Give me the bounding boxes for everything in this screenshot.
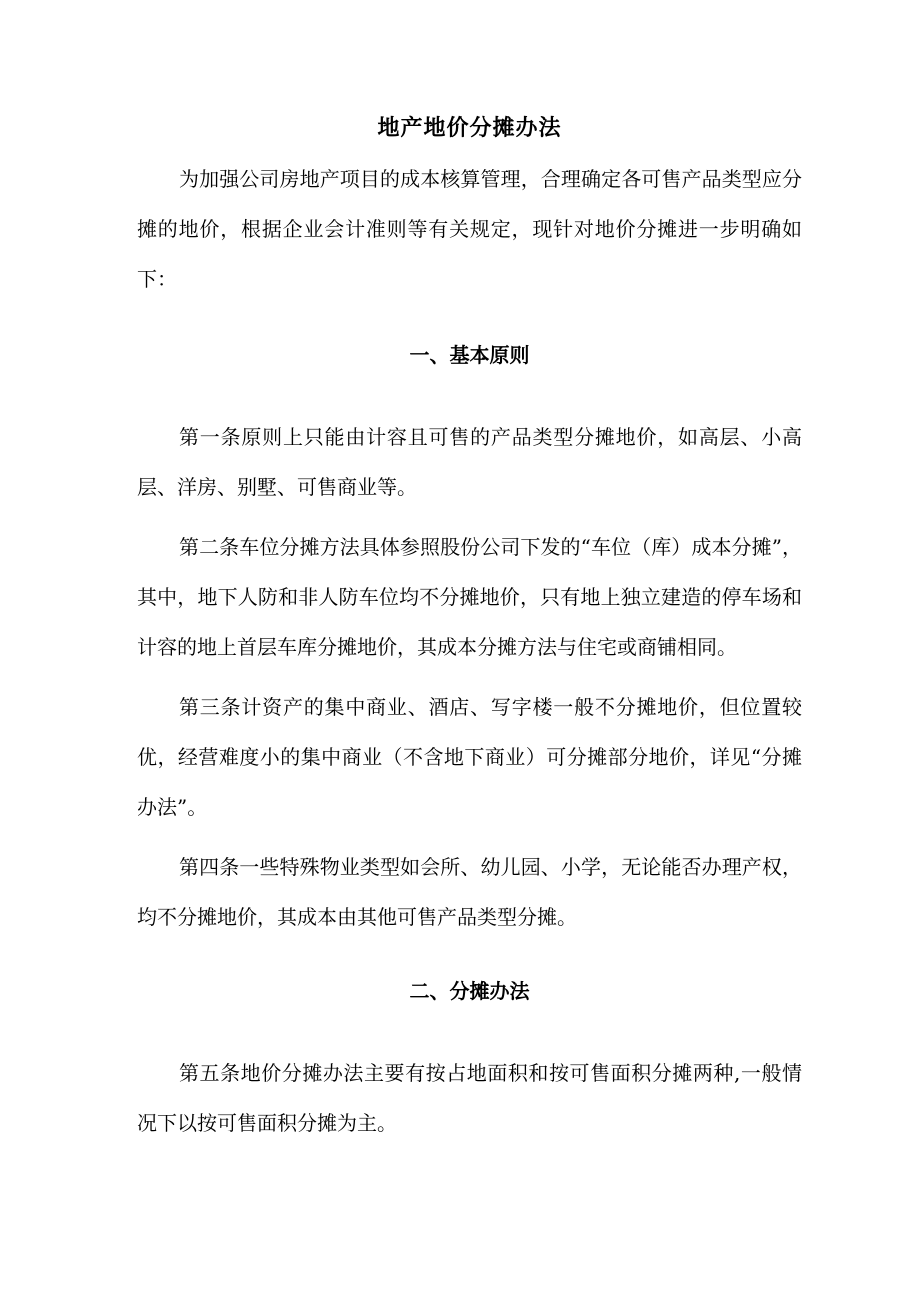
section-heading-allocation-method: 二、分摊办法 (409, 979, 530, 1003)
article-2: 第二条车位分摊方法具体参照股份公司下发的“车位（库）成本分摊”，其中，地下人防和非人防车位均不分摊地价，只有地上独立建造的停车场和计容的地上首层车库分摊地价，其成本分摊方法与住宅或商铺相同。 (137, 535, 802, 659)
intro-paragraph: 为加强公司房地产项目的成本核算管理，合理确定各可售产品类型应分摊的地价，根据企业会计准则等有关规定，现针对地价分摊进一步明确如下： (137, 167, 802, 291)
section-heading-basic-principles: 一、基本原则 (409, 343, 530, 367)
document-title: 地产地价分摊办法 (377, 115, 562, 141)
article-3: 第三条计资产的集中商业、酒店、写字楼一般不分摊地价，但位置较优，经营难度小的集中商业（不含地下商业）可分摊部分地价，详见“分摊办法”。 (137, 695, 802, 819)
article-5: 第五条地价分摊办法主要有按占地面积和按可售面积分摊两种,一般情况下以按可售面积分摊为主。 (137, 1061, 802, 1135)
article-1: 第一条原则上只能由计容且可售的产品类型分摊地价，如高层、小高层、洋房、别墅、可售商业等。 (137, 425, 802, 499)
article-4: 第四条一些特殊物业类型如会所、幼儿园、小学，无论能否办理产权，均不分摊地价，其成本由其他可售产品类型分摊。 (137, 855, 802, 929)
